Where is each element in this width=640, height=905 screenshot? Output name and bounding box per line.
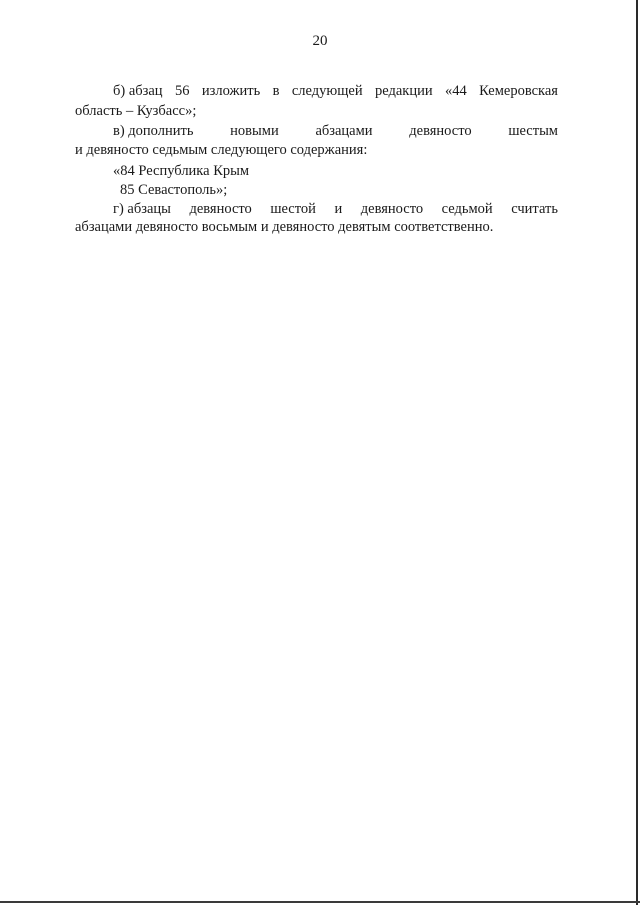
paragraph-v-line-2: и девяносто седьмым следующего содержания: [75, 142, 368, 158]
word: следующей [291, 83, 363, 99]
page-number: 20 [312, 33, 328, 49]
word: шестым [508, 123, 558, 139]
word: абзацами [315, 123, 373, 139]
word: Кемеровская [479, 83, 558, 99]
word: в) дополнить [113, 123, 194, 139]
paragraph-v-line-1 [113, 122, 558, 140]
word: девяносто [409, 123, 472, 139]
word: седьмой [441, 201, 493, 217]
word: редакции [374, 83, 433, 99]
word: в [272, 83, 280, 99]
word: новыми [230, 123, 279, 139]
quote-line-2: 85 Севастополь»; [120, 182, 228, 198]
word: девяносто [360, 201, 424, 217]
word: шестой [270, 201, 316, 217]
word: изложить [201, 83, 261, 99]
paragraph-b-line-2: область – Кузбасс»; [75, 103, 197, 119]
quote-line-1: «84 Республика Крым [113, 163, 250, 179]
word: считать [511, 201, 558, 217]
word: 56 [174, 83, 190, 99]
word: г) абзацы [113, 201, 171, 217]
scan-edge-bottom [0, 901, 640, 903]
word: «44 [445, 83, 467, 99]
word: б) абзац [113, 83, 163, 99]
paragraph-b-line-1 [113, 82, 558, 100]
scan-edge-right [636, 0, 638, 905]
paragraph-g-line-1 [113, 200, 558, 218]
word: и [334, 201, 343, 217]
paragraph-g-line-2: абзацами девяносто восьмым и девяносто девятым соответственно. [75, 219, 494, 235]
word: девяносто [189, 201, 252, 217]
